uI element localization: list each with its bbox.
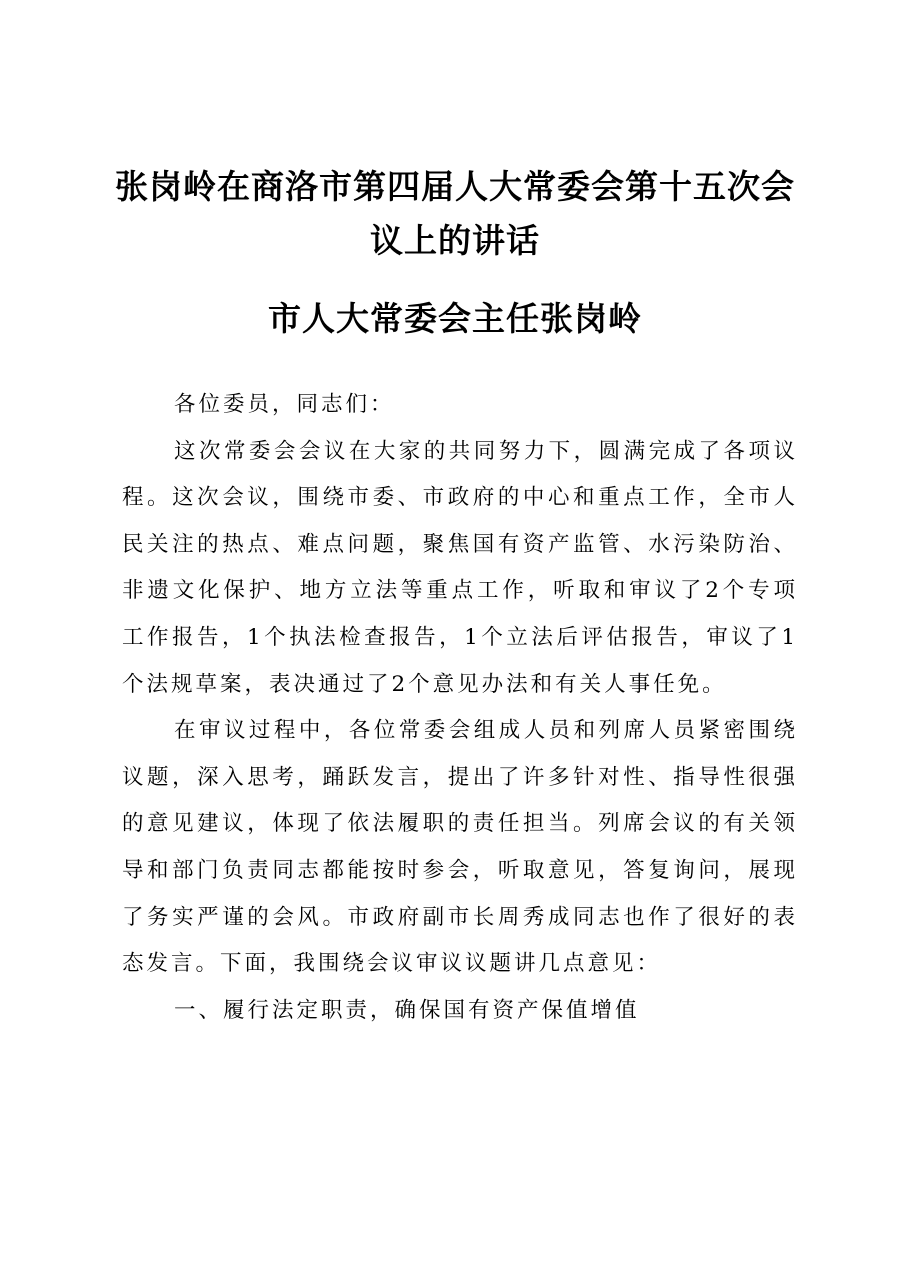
salutation: 各位委员，同志们：: [174, 392, 395, 417]
document-body: [122, 382, 798, 1034]
section-heading: 一、履行法定职责，确保国有资产保值增值: [174, 997, 640, 1023]
speaker-line: 市人大常委会主任张岗岭: [268, 299, 642, 338]
paragraph: 这次常委会会议在大家的共同努力下，圆满完成了各项议程。这次会议，围绕市委、市政府的中心和重点工作，全市人民关注的热点、难点问题，聚焦国有资产监管、水污染防治、非遗文化保护、地方立法等重点工作，听取和审议了2个专项工作报告，1个执法检查报告，1个立法后评估报告，审议了1个法规草案，表决通过了2个意见办法和有关人事任免。: [122, 438, 798, 697]
document-title: 张岗岭在商洛市第四届人大常委会第十五次会议上的讲话: [115, 167, 795, 260]
paragraph: 在审议过程中，各位常委会组成人员和列席人员紧密围绕议题，深入思考，踊跃发言，提出了许多针对性、指导性很强的意见建议，体现了依法履职的责任担当。列席会议的有关领导和部门负责同志都能按时参会，听取意见，答复询问，展现了务实严谨的会风。市政府副市长周秀成同志也作了很好的表态发言。下面，我围绕会议审议议题讲几点意见：: [122, 718, 798, 977]
